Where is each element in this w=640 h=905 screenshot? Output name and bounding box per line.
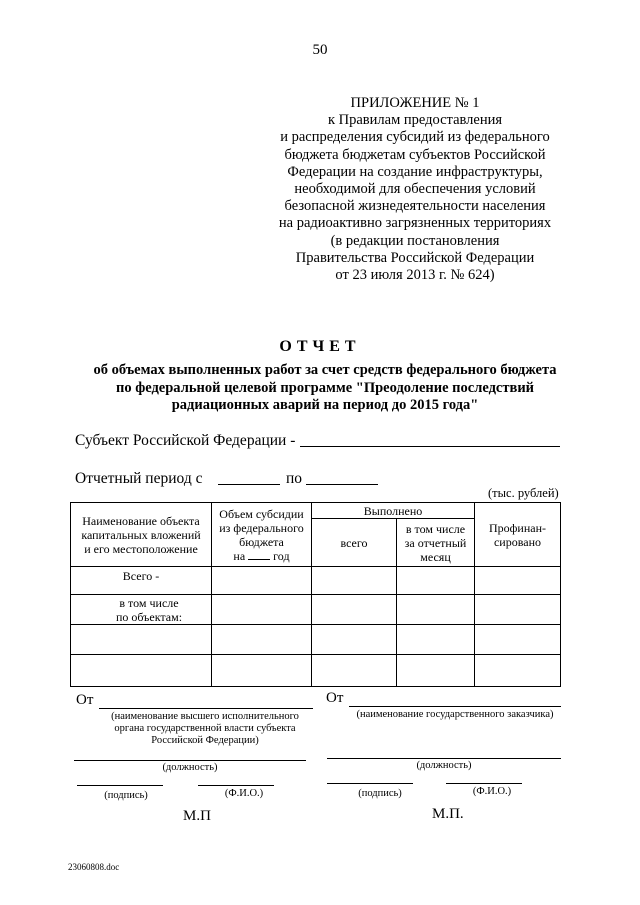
header-subsidy-volume: Объем субсидии из федерального бюджета на год <box>212 503 312 567</box>
header-done: Выполнено <box>312 503 475 519</box>
table-cell <box>397 655 475 687</box>
right-fio-line <box>446 783 522 784</box>
appendix-line: от 23 июля 2013 г. № 624) <box>335 267 495 284</box>
table-cell <box>475 567 561 595</box>
subtitle-line: по федеральной целевой программе "Преодоление последствий <box>115 379 535 396</box>
left-authority-caption: (наименование высшего исполнительного органа государственной власти субъекта Российской Федерации) <box>111 711 299 746</box>
table-cell <box>212 655 312 687</box>
table-row <box>71 625 561 655</box>
left-signature-line <box>77 785 163 786</box>
left-signature-caption: (подпись) <box>104 790 148 801</box>
right-customer-caption: (наименование государственного заказчика) <box>356 709 554 720</box>
row-including-label: в том числе по объектам: <box>71 595 212 625</box>
table-cell <box>397 595 475 625</box>
right-signature-line <box>327 783 413 784</box>
right-from-label: От <box>326 690 344 706</box>
header-object-name: Наименование объекта капитальных вложений и его местоположение <box>71 503 212 567</box>
table-cell <box>312 567 397 595</box>
right-position-line <box>327 758 561 759</box>
period-to-blank-line <box>306 484 378 485</box>
year-blank-line <box>248 559 270 560</box>
appendix-line: ПРИЛОЖЕНИЕ № 1 <box>350 95 480 111</box>
right-stamp-place: М.П. <box>432 806 464 822</box>
left-authority-line <box>99 708 313 709</box>
table-cell <box>212 625 312 655</box>
appendix-header <box>250 95 580 284</box>
subtitle-line: об объемах выполненных работ за счет средств федерального бюджета <box>93 362 557 378</box>
left-position-caption: (должность) <box>162 762 218 773</box>
table-cell <box>312 625 397 655</box>
table-cell <box>312 655 397 687</box>
left-fio-line <box>198 785 274 786</box>
table-cell <box>212 595 312 625</box>
period-from-blank-line <box>218 484 280 485</box>
appendix-line: к Правилам предоставления <box>327 112 503 129</box>
right-signature-caption: (подпись) <box>358 788 402 799</box>
left-stamp-place: М.П <box>183 808 211 824</box>
right-position-caption: (должность) <box>416 760 472 771</box>
footer-filename: 23060808.doc <box>68 862 120 872</box>
table-cell <box>475 625 561 655</box>
left-from-label: От <box>76 692 94 708</box>
subject-label: Субъект Российской Федерации - <box>75 432 296 449</box>
appendix-line: бюджета бюджетам субъектов Российской <box>284 146 546 163</box>
appendix-line: безопасной жизнедеятельности населения <box>284 198 546 215</box>
report-title: ОТЧЕТ <box>279 338 361 355</box>
table-row <box>71 567 561 595</box>
table-cell <box>397 625 475 655</box>
subtitle-line: радиационных аварий на период до 2015 года" <box>171 397 479 413</box>
subject-blank-line <box>300 446 560 447</box>
left-position-line <box>74 760 306 761</box>
page-number: 50 <box>312 42 328 58</box>
header-done-total: всего <box>312 519 397 567</box>
table-cell <box>475 595 561 625</box>
table-row <box>71 655 561 687</box>
appendix-line: Федерации на создание инфраструктуры, <box>287 163 543 180</box>
row-total-label: Всего - <box>71 567 212 595</box>
period-label: Отчетный период с <box>75 470 203 487</box>
table-cell <box>397 567 475 595</box>
left-fio-caption: (Ф.И.О.) <box>224 788 264 799</box>
report-table <box>70 502 561 687</box>
header-done-month: в том числе за отчетный месяц <box>397 519 475 567</box>
table-cell <box>212 567 312 595</box>
appendix-line: и распределения субсидий из федерального <box>280 129 550 146</box>
table-cell <box>71 655 212 687</box>
appendix-line: (в редакции постановления <box>330 232 500 249</box>
table-row <box>71 595 561 625</box>
appendix-line: Правительства Российской Федерации <box>295 249 535 266</box>
period-to-label: по <box>286 470 303 487</box>
appendix-line: на радиоактивно загрязненных территориях <box>278 215 552 232</box>
units-label: (тыс. рублей) <box>488 486 559 500</box>
report-subtitle <box>60 362 590 415</box>
table-cell <box>475 655 561 687</box>
appendix-line: необходимой для обеспечения условий <box>294 181 536 198</box>
right-customer-line <box>349 706 561 707</box>
table-cell <box>71 625 212 655</box>
table-cell <box>312 595 397 625</box>
header-prefinanced: Профинан- сировано <box>475 503 561 567</box>
right-fio-caption: (Ф.И.О.) <box>472 786 512 797</box>
